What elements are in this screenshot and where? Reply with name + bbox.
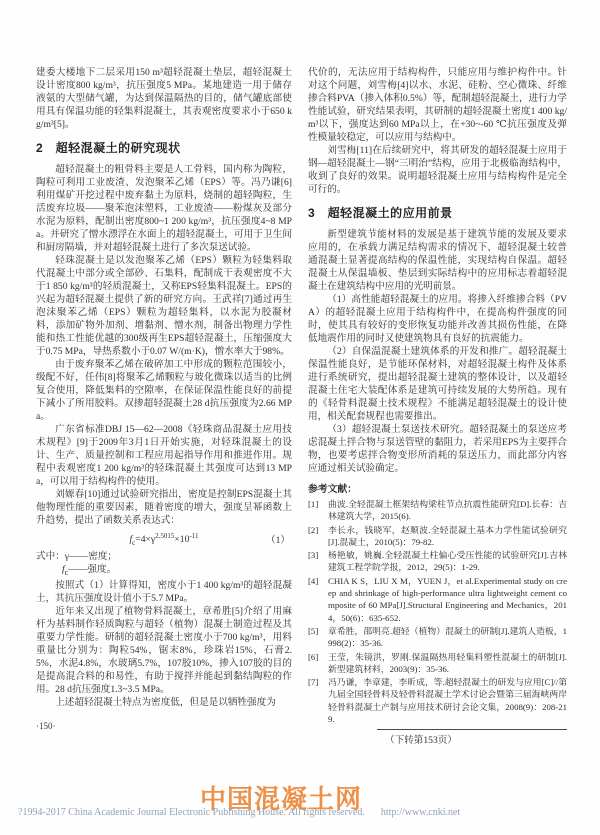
paragraph: 近年来又出现了植物骨料混凝土，章希胜[5]介绍了用麻杆为基料制作轻质陶粒与超轻（植物）混凝土制造过程及其重要力学性能。研制的超轻混凝土密度小于700 kg/m³，用料重量比分别为：陶粒54%，锯末8%，珍珠岩15%，石膏2.5%，水泥4.8%，水玻璃5.7%，107胶10%，掺入107胶的目的是提高混合料的和易性，有助于搅拌并能起到黏结陶粒的作用。28 d抗压强度1.3~3.5 MPa。 [36, 606, 292, 695]
paragraph: 新型建筑节能材料的发展是基于建筑节能的发展及要求应用的，在承载力满足结构需求的情况下，超轻混凝土较普通混凝土显著提高结构的保温性能，实现结构自保温。超轻混凝土从保温墙板、垫层到实际结构中的应用标志着超轻混凝土在建筑结构中应用的光明前景。 [308, 229, 567, 292]
cnki-watermark: 中国混凝土网 [200, 784, 363, 814]
reference-item [308, 549, 567, 574]
reference-label: [1] [308, 499, 319, 509]
reference-text: 章希胜，邵明亮.超轻（植物）混凝土的研制[J].建筑人造板，1998(2)：35-36. [328, 625, 567, 649]
paragraph: 刘雪梅[11]在后续研究中，将其研发的超轻混凝土应用于钢—超轻混凝土—钢“三明治”结构，应用于北极临海结构中，收到了良好的效果。说明超轻混凝土应用与结构构件是完全可行的。 [308, 145, 567, 195]
reference-label: [5] [308, 625, 319, 636]
reference-item [308, 651, 567, 676]
reference-label: [7] [308, 677, 319, 688]
equation-1 [36, 532, 292, 547]
reference-label: [6] [308, 651, 319, 662]
reference-text: 冯乃谦，李章建，李昕成，等.超轻混凝土的研发与应用[C]//第九届全国轻骨料及轻骨料混凝土学术讨论会暨第三届海峡两岸轻骨料混凝土产制与应用技术研讨会论文集，2008(9)：208-219. [328, 677, 567, 725]
variable-symbol: f [62, 564, 65, 576]
reference-item [308, 498, 567, 523]
continued-on-page-note: （下转第153页） [377, 729, 567, 746]
reference-text: 曲波.全轻混凝土框架结构梁柱节点抗震性能研究[D].长春：吉林建筑大学，2015(6). [328, 499, 567, 522]
reference-label: [2] [308, 524, 319, 535]
paragraph: 上述超轻混凝土特点为密度低，但是是以牺牲强度为 [55, 697, 276, 708]
paragraph: 刘嫄春[10]通过试验研究指出，密度是控制EPS混凝土其他物理性能的重要因素，随着密度的增大，强度呈幂函数上升趋势，提出了函数关系表达式： [36, 489, 292, 526]
formula-lhs: f [129, 534, 133, 546]
cnki-url: http://www.cnki.net [380, 807, 461, 818]
paragraph: 按照式（1）计算得知，密度小于1 400 kg/m³的超轻混凝土，其抗压强度设计值小于5.7 MPa。 [36, 580, 292, 604]
formula-variable-definition: 式中：γ——密度； [36, 551, 117, 563]
formula-variable-definition [62, 563, 292, 579]
reference-item [308, 676, 567, 725]
reference-item [308, 575, 567, 624]
variable-description: ——强度。 [68, 564, 117, 576]
paragraph: （3）超轻混凝土泵送技术研究。超轻混凝土的泵送应考虑混凝土拌合物与泵送管壁的黏阻力，若采用EPS为主要拌合物，也要考虑拌合物变形所消耗的泵送压力，而此部分内容应通过相关试验确定。 [308, 424, 567, 474]
footer [18, 807, 583, 818]
reference-label: [3] [308, 550, 319, 561]
reference-text: CHIA K S，LIU X M，YUEN J，et al.Experimental study on creep and shrinkage of high-performance ultra lightweight cement composite of 60 MPa[J].Structural Engineering and Mechanics，2014，50(6)：635-652. [328, 575, 567, 623]
reference-text: 李长永，钱晓军，赵顺波.全轻混凝土基本力学性能试验研究[J].混凝土，2010(5)：79-82. [328, 524, 567, 547]
copyright-text: ?1994-2017 China Academic Journal Electronic Publishing House. All rights reserved. [18, 807, 365, 818]
reference-item [308, 625, 567, 650]
equation-number: （1） [266, 535, 290, 546]
formula-tail-exponent: -11 [189, 532, 199, 540]
reference-text: 王莹，朱镜洪，罗刚.保温隔热用轻集料塑性混凝土的研制[J].新型建筑材料，2003(9)：35-36. [328, 651, 567, 674]
formula-tail: ×10 [174, 534, 190, 546]
section-3-heading: 3 超轻混凝土的应用前景 [308, 206, 453, 220]
reference-label: [4] [308, 575, 319, 586]
variable-subscript: c [64, 568, 69, 577]
paragraph: （2）自保温混凝土建筑体系的开发和推广。超轻混凝土保温性能良好，是节能环保材料，对超轻混凝土构件及体系进行系统研究，提出超轻混凝土建筑的整体设计，以及超轻混凝土住宅大装配体系是建筑可持续发展的大势所趋。现有的《轻骨料混凝土技术规程》不能满足超轻混凝土的设计使用，相关配套规程也需要推出。 [308, 346, 567, 422]
formula-exponent: 2.5015 [155, 532, 175, 540]
paragraph: 由于废弃聚苯乙烯在破碎加工中形成的颗粒范围较小，级配不好，任伟[8]将聚苯乙烯颗粒与玻化微珠以适当的比例复合使用，降低集料的空隙率，在保证保温性能良好的前提下减小了所用胶料。双掺超轻混凝土28 d抗压强度为2.66 MPa。 [36, 359, 292, 422]
formula-lhs-subscript: c [132, 539, 136, 548]
left-column [36, 66, 292, 731]
reference-text: 杨艳敏，姚巍.全轻混凝土柱偏心受压性能的试验研究[J].吉林建筑工程学院学报，2012，29(5)：1-29. [328, 550, 567, 573]
right-column [308, 66, 567, 746]
formula-mid: =4×γ [135, 534, 156, 546]
paragraph: 广东省标准DBJ 15—62—2008《轻珠商品混凝土应用技术规程》[9]于2009年3月1日开始实施，对轻珠混凝土的设计、生产、质量控制和工程应用起指导作用和推进作用。规程中表观密度1 200 kg/m³的轻珠混凝土其强度可达到13 MPa，可以用于结构构件的使用。 [36, 424, 292, 487]
paragraph: （1）高性能超轻混凝土的应用。将掺入纤维掺合料（PVA）的超轻混凝土应用于结构构件中，在提高构件强度的同时，使其具有较好的变形恢复功能并改善其损伤性能，在降低地震作用的同时又使建筑物具有良好的抗震能力。 [308, 294, 567, 344]
paragraph: 建委大楼地下二层采用150 m³超轻混凝土垫层，超轻混凝土设计密度800 kg/m³，抗压强度5 MPa。某地建造一用于储存液氨的大型储气罐，为达到保温隔热的目的，储气罐底部使用具有保温功能的轻集料混凝土，其表观密度要求小于650 kg/m³[5]。 [36, 67, 292, 130]
reference-item [308, 524, 567, 549]
references-heading: 参考文献： [308, 484, 357, 495]
section-2-heading: 2 超轻混凝土的研究现状 [36, 141, 181, 155]
paragraph: 超轻混凝土的粗骨料主要是人工骨料，国内称为陶粒，陶粒可利用工业废渣、发泡聚苯乙烯（EPS）等。冯乃谦[6]利用煤矿开挖过程中废弃黏土为原料，烧制的超轻陶粒，生活废弃垃圾——聚苯泡沫塑料，工业废渣——粉煤灰及部分水泥为原料，配制出密度800~1 200 kg/m³，抗压强度4~8 MPa。并研究了憎水漂浮在水面上的超轻混凝土，可用于卫生间和厨房隔墙，并对超轻混凝土进行了多次泵送试验。 [36, 164, 292, 253]
paragraph: 代价的，无法应用于结构构件，只能应用与维护构件中。针对这个问题，刘雪梅[4]以水、水泥、硅粉、空心微珠、纤维掺合料PVA（掺入体积0.5%）等，配制超轻混凝土，进行力学性能试验，研究结果表明，其研制的超轻混凝土密度1 400 kg/m³以下，强度达到60 MPa以上，在+30~-60 ℃抗压强度及弹性模量较稳定，可以应用与结构中。 [308, 67, 567, 143]
paragraph: 轻珠混凝土是以发泡聚苯乙烯（EPS）颗粒为轻集料取代混凝土中部分或全部砂、石集料，配制成干表观密度不大于1 850 kg/m³的轻质混凝土，又称EPS轻集料混凝土。EPS的兴起为超轻混凝土提供了新的研究方向。王武祥[7]通过再生泡沫聚苯乙烯（EPS）颗粒为超轻集料，以水泥为胶凝材料，添加矿物外加剂、增黏剂、憎水剂，制备出物理力学性能和热工性能优越的300级再生EPS超轻混凝土，压缩强度大于0.75 MPa，导热系数小于0.07 W/(m·K)，憎水率大于98%。 [36, 255, 292, 357]
page-number: ·150· [36, 721, 56, 731]
reference-list [308, 498, 567, 725]
